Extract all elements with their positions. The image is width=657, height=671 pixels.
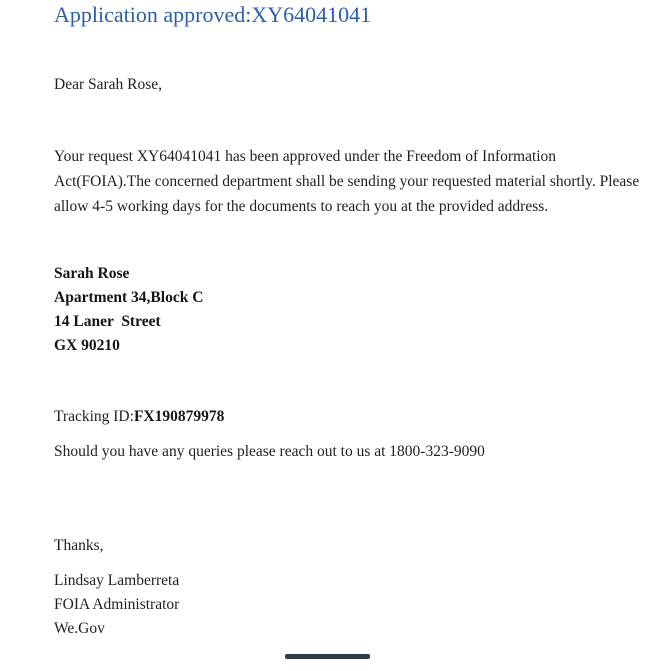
closing-line: Thanks, xyxy=(54,537,104,554)
body-line: Act(FOIA).The concerned department shall be sending your requested material shortly. Please xyxy=(54,173,640,190)
signature-name: Lindsay Lamberreta xyxy=(54,572,180,589)
body-paragraph xyxy=(54,144,640,219)
body-line: Your request XY64041041 has been approved under the Freedom of Information xyxy=(54,148,557,165)
salutation: Dear Sarah Rose, xyxy=(54,76,163,93)
tracking-label: Tracking ID: xyxy=(54,408,134,425)
signature-block xyxy=(54,569,617,641)
recipient-address-line: GX 90210 xyxy=(54,337,120,354)
recipient-name: Sarah Rose xyxy=(54,265,130,282)
tracking-line xyxy=(54,405,617,429)
recipient-address-line: 14 Laner Street xyxy=(54,313,161,330)
body-line: allow 4-5 working days for the documents to reach you at the provided address. xyxy=(54,198,549,215)
bottom-divider-bar xyxy=(285,654,370,659)
recipient-address-line: Apartment 34,Block C xyxy=(54,289,204,306)
queries-line: Should you have any queries please reach out to us at 1800-323-9090 xyxy=(54,443,485,460)
signature-org: We.Gov xyxy=(54,620,105,637)
letter-subject: Application approved:XY64041041 xyxy=(54,2,372,27)
signature-title: FOIA Administrator xyxy=(54,596,180,613)
recipient-address-block xyxy=(54,262,617,358)
tracking-id: FX190879978 xyxy=(133,408,225,425)
